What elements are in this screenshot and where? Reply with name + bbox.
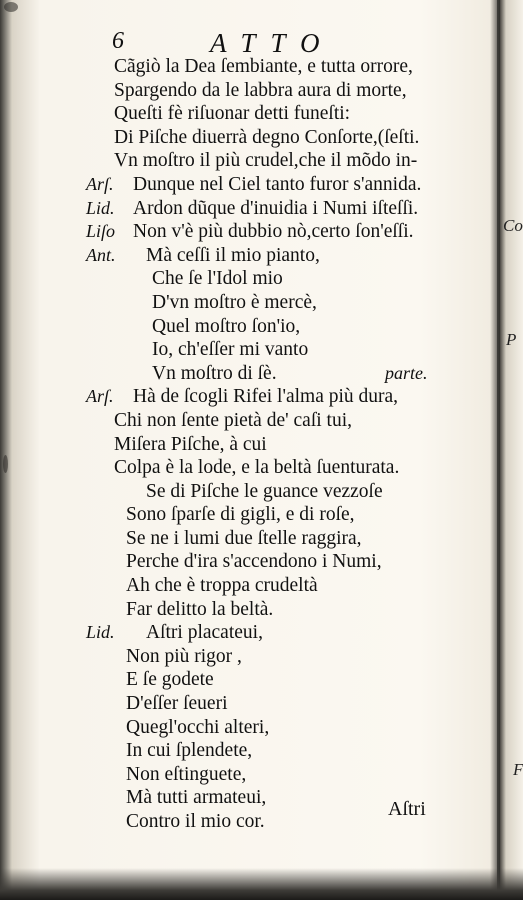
verse-text: Far delitto la beltà. [126, 598, 274, 620]
verse-line [0, 244, 470, 268]
verse-text: D'eſſer ſeueri [126, 693, 228, 715]
page-gutter [497, 0, 500, 900]
verse-text: Quegl'occhi alteri, [126, 716, 270, 738]
verse-text: Cãgiò la Dea ſembiante, e tutta orrore, [114, 56, 413, 77]
verse-text: Dunque nel Ciel tanto furor s'annida. [133, 173, 422, 195]
verse-line [0, 550, 470, 574]
page-number: 6 [112, 28, 124, 54]
margin-fragment: P [506, 330, 517, 349]
verse-text: Colpa è la lode, e la beltà ſuenturata. [114, 457, 400, 479]
verse-line [0, 362, 470, 386]
verse-text: Mà tutti armateui, [126, 787, 267, 809]
verse-line [0, 79, 470, 103]
verse-line [0, 574, 470, 598]
verse-line [0, 456, 470, 480]
verse-line [0, 503, 470, 527]
verse-line [0, 385, 470, 409]
speaker-label: Lid. [86, 622, 115, 643]
verse-line [0, 739, 470, 763]
verse-line [0, 621, 470, 645]
verse-text: In cui ſplendete, [126, 740, 253, 762]
verse-text: Queſti fè riſuonar detti funeſti: [114, 103, 351, 125]
verse-line [0, 291, 470, 315]
verse-text: D'vn moſtro è mercè, [152, 291, 317, 313]
verse-text: Sono ſparſe di gigli, e di roſe, [126, 504, 355, 526]
verse-text: Che ſe l'Idol mio [152, 268, 283, 290]
verse-text: Hà de ſcogli Rifei l'alma più dura, [133, 386, 399, 408]
verse-text: Miſera Piſche, à cui [114, 433, 267, 455]
margin-fragment: Co [503, 216, 523, 235]
speaker-label: Ant. [86, 244, 116, 265]
verse-text: Aſtri placateui, [146, 622, 263, 644]
verse-line [0, 220, 470, 244]
verse-line [0, 433, 470, 457]
libretto-text [0, 55, 470, 834]
verse-text: Perche d'ira s'accendono i Numi, [126, 551, 382, 573]
verse-line [0, 102, 470, 126]
verse-line [0, 763, 470, 787]
catchword: Aſtri [388, 798, 426, 820]
verse-text: E ſe godete [126, 669, 214, 691]
running-head: ATTO [210, 28, 335, 58]
stage-direction: parte. [385, 362, 428, 383]
verse-text: Mà ceſſi il mio pianto, [146, 244, 320, 266]
verse-line [0, 197, 470, 221]
speaker-label: Arſ. [86, 386, 114, 407]
verse-line [0, 55, 470, 79]
verse-line [0, 149, 470, 173]
speaker-label: Liſo [86, 221, 116, 242]
verse-line [0, 645, 470, 669]
verse-text: Non più rigor , [126, 645, 242, 667]
verse-text: Spargendo da le labbra aura di morte, [114, 79, 407, 101]
verse-line [0, 480, 470, 504]
speaker-label: Arſ. [86, 173, 114, 194]
verse-text: Di Piſche diuerrà degno Conſorte,(ſeſti. [114, 126, 420, 148]
verse-line [0, 668, 470, 692]
verse-line [0, 716, 470, 740]
verse-text: Chi non ſente pietà de' caſi tui, [114, 409, 352, 431]
verse-text: Ah che è troppa crudeltà [126, 575, 318, 597]
verse-text: Quel moſtro ſon'io, [152, 315, 301, 337]
verse-text: Ardon dũque d'inuidia i Numi iſteſſi. [133, 197, 419, 219]
verse-line [0, 267, 470, 291]
verse-text: Vn moſtro di ſè. [152, 362, 277, 384]
verse-line [0, 598, 470, 622]
page-header [0, 28, 460, 58]
verse-text: Contro il mio cor. [126, 811, 265, 832]
verse-text: Vn moſtro il più crudel,che il mõdo in- [114, 150, 418, 172]
verse-line [0, 527, 470, 551]
margin-fragment: F [513, 760, 523, 779]
verse-text: Se di Piſche le guance vezzoſe [146, 480, 383, 502]
verse-text: Io, ch'eſſer mi vanto [152, 339, 309, 361]
verse-text: Se ne i lumi due ſtelle raggira, [126, 527, 362, 549]
verse-line [0, 126, 470, 150]
page-bottom-edge [0, 868, 523, 900]
ink-blot [4, 2, 18, 12]
verse-line [0, 173, 470, 197]
verse-line [0, 409, 470, 433]
verse-text: Non eſtinguete, [126, 763, 247, 785]
verse-line [0, 338, 470, 362]
speaker-label: Lid. [86, 197, 115, 218]
verse-text: Non v'è più dubbio nò,certo ſon'eſſi. [133, 221, 414, 243]
verse-line [0, 315, 470, 339]
verse-line [0, 692, 470, 716]
